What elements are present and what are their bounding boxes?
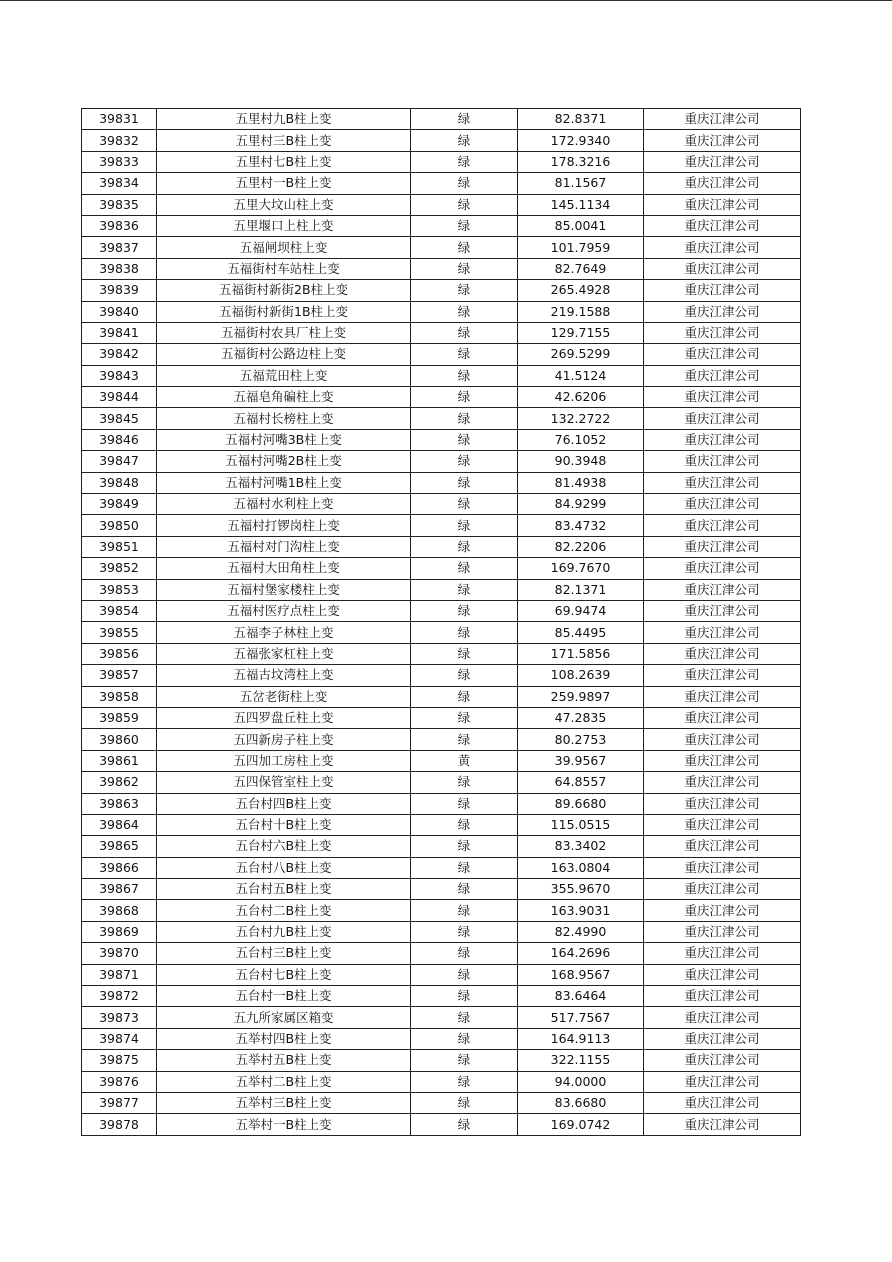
table-row	[82, 1071, 801, 1092]
status-cell: 绿	[411, 964, 518, 985]
transformer-name-cell: 五四保管室柱上变	[157, 772, 411, 793]
table-row	[82, 280, 801, 301]
company-cell: 重庆江津公司	[644, 494, 801, 515]
transformer-name-cell: 五福村河嘴2B柱上变	[157, 451, 411, 472]
table-row	[82, 857, 801, 878]
value-cell: 163.0804	[518, 857, 644, 878]
value-cell: 81.4938	[518, 472, 644, 493]
value-cell: 169.7670	[518, 558, 644, 579]
transformer-name-cell: 五举村四B柱上变	[157, 1028, 411, 1049]
transformer-name-cell: 五四罗盘丘柱上变	[157, 707, 411, 728]
status-cell: 绿	[411, 215, 518, 236]
row-id-cell: 39876	[82, 1071, 157, 1092]
transformer-name-cell: 五四新房子柱上变	[157, 729, 411, 750]
company-cell: 重庆江津公司	[644, 986, 801, 1007]
status-cell: 绿	[411, 900, 518, 921]
table-row	[82, 879, 801, 900]
status-cell: 绿	[411, 622, 518, 643]
transformer-name-cell: 五福张家杠柱上变	[157, 643, 411, 664]
status-cell: 绿	[411, 943, 518, 964]
status-cell: 绿	[411, 173, 518, 194]
value-cell: 85.0041	[518, 215, 644, 236]
transformer-name-cell: 五福街村车站柱上变	[157, 258, 411, 279]
status-cell: 绿	[411, 472, 518, 493]
value-cell: 81.1567	[518, 173, 644, 194]
value-cell: 169.0742	[518, 1114, 644, 1135]
table-row	[82, 600, 801, 621]
status-cell: 绿	[411, 707, 518, 728]
row-id-cell: 39860	[82, 729, 157, 750]
table-row	[82, 301, 801, 322]
company-cell: 重庆江津公司	[644, 857, 801, 878]
table-row	[82, 729, 801, 750]
company-cell: 重庆江津公司	[644, 686, 801, 707]
transformer-name-cell: 五台村三B柱上变	[157, 943, 411, 964]
transformer-name-cell: 五福街村农具厂柱上变	[157, 322, 411, 343]
transformer-name-cell: 五福村医疗点柱上变	[157, 600, 411, 621]
company-cell: 重庆江津公司	[644, 622, 801, 643]
value-cell: 84.9299	[518, 494, 644, 515]
transformer-name-cell: 五九所家属区箱变	[157, 1007, 411, 1028]
company-cell: 重庆江津公司	[644, 429, 801, 450]
status-cell: 绿	[411, 665, 518, 686]
transformer-name-cell: 五里村九B柱上变	[157, 109, 411, 130]
status-cell: 绿	[411, 1050, 518, 1071]
table-row	[82, 130, 801, 151]
row-id-cell: 39867	[82, 879, 157, 900]
table-row	[82, 943, 801, 964]
row-id-cell: 39856	[82, 643, 157, 664]
row-id-cell: 39839	[82, 280, 157, 301]
row-id-cell: 39859	[82, 707, 157, 728]
status-cell: 绿	[411, 237, 518, 258]
status-cell: 绿	[411, 258, 518, 279]
row-id-cell: 39865	[82, 836, 157, 857]
transformer-name-cell: 五福村对门沟柱上变	[157, 536, 411, 557]
row-id-cell: 39837	[82, 237, 157, 258]
status-cell: 绿	[411, 429, 518, 450]
status-cell: 绿	[411, 109, 518, 130]
transformer-name-cell: 五福皂角碥柱上变	[157, 387, 411, 408]
company-cell: 重庆江津公司	[644, 194, 801, 215]
transformer-name-cell: 五台村八B柱上变	[157, 857, 411, 878]
status-cell: 绿	[411, 814, 518, 835]
company-cell: 重庆江津公司	[644, 237, 801, 258]
value-cell: 89.6680	[518, 793, 644, 814]
row-id-cell: 39850	[82, 515, 157, 536]
row-id-cell: 39849	[82, 494, 157, 515]
row-id-cell: 39857	[82, 665, 157, 686]
transformer-name-cell: 五福荒田柱上变	[157, 365, 411, 386]
table-row	[82, 643, 801, 664]
table-row	[82, 750, 801, 771]
table-row	[82, 558, 801, 579]
table-row	[82, 515, 801, 536]
company-cell: 重庆江津公司	[644, 130, 801, 151]
row-id-cell: 39873	[82, 1007, 157, 1028]
value-cell: 219.1588	[518, 301, 644, 322]
status-cell: 绿	[411, 151, 518, 172]
row-id-cell: 39854	[82, 600, 157, 621]
value-cell: 168.9567	[518, 964, 644, 985]
table-row	[82, 964, 801, 985]
table-row	[82, 986, 801, 1007]
table-row	[82, 472, 801, 493]
value-cell: 164.2696	[518, 943, 644, 964]
table-row	[82, 793, 801, 814]
row-id-cell: 39846	[82, 429, 157, 450]
table-row	[82, 836, 801, 857]
transformer-name-cell: 五台村七B柱上变	[157, 964, 411, 985]
row-id-cell: 39862	[82, 772, 157, 793]
row-id-cell: 39844	[82, 387, 157, 408]
value-cell: 94.0000	[518, 1071, 644, 1092]
status-cell: 绿	[411, 130, 518, 151]
value-cell: 517.7567	[518, 1007, 644, 1028]
status-cell: 绿	[411, 793, 518, 814]
value-cell: 82.8371	[518, 109, 644, 130]
status-cell: 绿	[411, 515, 518, 536]
table-row	[82, 1114, 801, 1135]
row-id-cell: 39836	[82, 215, 157, 236]
value-cell: 145.1134	[518, 194, 644, 215]
status-cell: 绿	[411, 836, 518, 857]
row-id-cell: 39869	[82, 921, 157, 942]
table-row	[82, 365, 801, 386]
row-id-cell: 39864	[82, 814, 157, 835]
table-row	[82, 622, 801, 643]
status-cell: 绿	[411, 729, 518, 750]
company-cell: 重庆江津公司	[644, 536, 801, 557]
transformer-name-cell: 五里村七B柱上变	[157, 151, 411, 172]
row-id-cell: 39843	[82, 365, 157, 386]
table-row	[82, 173, 801, 194]
row-id-cell: 39831	[82, 109, 157, 130]
value-cell: 101.7959	[518, 237, 644, 258]
transformer-name-cell: 五里村一B柱上变	[157, 173, 411, 194]
value-cell: 108.2639	[518, 665, 644, 686]
company-cell: 重庆江津公司	[644, 173, 801, 194]
company-cell: 重庆江津公司	[644, 322, 801, 343]
status-cell: 绿	[411, 986, 518, 1007]
transformer-name-cell: 五福街村新街2B柱上变	[157, 280, 411, 301]
status-cell: 绿	[411, 408, 518, 429]
transformer-name-cell: 五台村十B柱上变	[157, 814, 411, 835]
row-id-cell: 39835	[82, 194, 157, 215]
company-cell: 重庆江津公司	[644, 750, 801, 771]
value-cell: 82.2206	[518, 536, 644, 557]
row-id-cell: 39833	[82, 151, 157, 172]
company-cell: 重庆江津公司	[644, 707, 801, 728]
transformer-name-cell: 五台村四B柱上变	[157, 793, 411, 814]
value-cell: 265.4928	[518, 280, 644, 301]
row-id-cell: 39845	[82, 408, 157, 429]
company-cell: 重庆江津公司	[644, 151, 801, 172]
status-cell: 绿	[411, 879, 518, 900]
status-cell: 绿	[411, 1007, 518, 1028]
transformer-name-cell: 五福村河嘴3B柱上变	[157, 429, 411, 450]
status-cell: 绿	[411, 857, 518, 878]
table-row	[82, 1050, 801, 1071]
company-cell: 重庆江津公司	[644, 729, 801, 750]
status-cell: 绿	[411, 322, 518, 343]
row-id-cell: 39874	[82, 1028, 157, 1049]
company-cell: 重庆江津公司	[644, 344, 801, 365]
company-cell: 重庆江津公司	[644, 836, 801, 857]
status-cell: 绿	[411, 301, 518, 322]
status-cell: 绿	[411, 365, 518, 386]
row-id-cell: 39848	[82, 472, 157, 493]
row-id-cell: 39870	[82, 943, 157, 964]
table-row	[82, 536, 801, 557]
status-cell: 绿	[411, 344, 518, 365]
company-cell: 重庆江津公司	[644, 1114, 801, 1135]
transformer-name-cell: 五里大坟山柱上变	[157, 194, 411, 215]
row-id-cell: 39877	[82, 1092, 157, 1113]
table-row	[82, 408, 801, 429]
transformer-name-cell: 五福村打锣岗柱上变	[157, 515, 411, 536]
company-cell: 重庆江津公司	[644, 921, 801, 942]
value-cell: 115.0515	[518, 814, 644, 835]
row-id-cell: 39871	[82, 964, 157, 985]
transformer-name-cell: 五举村二B柱上变	[157, 1071, 411, 1092]
company-cell: 重庆江津公司	[644, 387, 801, 408]
value-cell: 82.4990	[518, 921, 644, 942]
status-cell: 绿	[411, 536, 518, 557]
table-row	[82, 900, 801, 921]
row-id-cell: 39852	[82, 558, 157, 579]
company-cell: 重庆江津公司	[644, 1028, 801, 1049]
table-row	[82, 1028, 801, 1049]
company-cell: 重庆江津公司	[644, 451, 801, 472]
status-cell: 绿	[411, 579, 518, 600]
value-cell: 269.5299	[518, 344, 644, 365]
table-row	[82, 1092, 801, 1113]
transformer-name-cell: 五里村三B柱上变	[157, 130, 411, 151]
value-cell: 322.1155	[518, 1050, 644, 1071]
row-id-cell: 39861	[82, 750, 157, 771]
row-id-cell: 39851	[82, 536, 157, 557]
row-id-cell: 39878	[82, 1114, 157, 1135]
table-row	[82, 814, 801, 835]
row-id-cell: 39866	[82, 857, 157, 878]
company-cell: 重庆江津公司	[644, 558, 801, 579]
company-cell: 重庆江津公司	[644, 964, 801, 985]
company-cell: 重庆江津公司	[644, 600, 801, 621]
transformer-name-cell: 五福街村公路边柱上变	[157, 344, 411, 365]
table-row	[82, 322, 801, 343]
status-cell: 绿	[411, 1092, 518, 1113]
table-row	[82, 707, 801, 728]
value-cell: 47.2835	[518, 707, 644, 728]
company-cell: 重庆江津公司	[644, 1007, 801, 1028]
value-cell: 80.2753	[518, 729, 644, 750]
company-cell: 重庆江津公司	[644, 943, 801, 964]
value-cell: 83.6464	[518, 986, 644, 1007]
company-cell: 重庆江津公司	[644, 879, 801, 900]
company-cell: 重庆江津公司	[644, 814, 801, 835]
status-cell: 黄	[411, 750, 518, 771]
value-cell: 129.7155	[518, 322, 644, 343]
company-cell: 重庆江津公司	[644, 793, 801, 814]
row-id-cell: 39858	[82, 686, 157, 707]
value-cell: 132.2722	[518, 408, 644, 429]
value-cell: 178.3216	[518, 151, 644, 172]
table-row	[82, 151, 801, 172]
status-cell: 绿	[411, 494, 518, 515]
company-cell: 重庆江津公司	[644, 301, 801, 322]
table-row	[82, 215, 801, 236]
value-cell: 69.9474	[518, 600, 644, 621]
company-cell: 重庆江津公司	[644, 215, 801, 236]
table-row	[82, 579, 801, 600]
table-row	[82, 429, 801, 450]
data-table	[81, 108, 801, 1136]
table-row	[82, 494, 801, 515]
row-id-cell: 39872	[82, 986, 157, 1007]
company-cell: 重庆江津公司	[644, 772, 801, 793]
row-id-cell: 39834	[82, 173, 157, 194]
company-cell: 重庆江津公司	[644, 665, 801, 686]
status-cell: 绿	[411, 387, 518, 408]
value-cell: 83.6680	[518, 1092, 644, 1113]
row-id-cell: 39855	[82, 622, 157, 643]
value-cell: 90.3948	[518, 451, 644, 472]
row-id-cell: 39838	[82, 258, 157, 279]
value-cell: 39.9567	[518, 750, 644, 771]
status-cell: 绿	[411, 600, 518, 621]
value-cell: 42.6206	[518, 387, 644, 408]
transformer-name-cell: 五举村三B柱上变	[157, 1092, 411, 1113]
status-cell: 绿	[411, 1071, 518, 1092]
table-row	[82, 451, 801, 472]
table-row	[82, 1007, 801, 1028]
company-cell: 重庆江津公司	[644, 1050, 801, 1071]
table-row	[82, 686, 801, 707]
transformer-name-cell: 五福村大田角柱上变	[157, 558, 411, 579]
value-cell: 82.7649	[518, 258, 644, 279]
value-cell: 171.5856	[518, 643, 644, 664]
transformer-name-cell: 五福村长榜柱上变	[157, 408, 411, 429]
row-id-cell: 39853	[82, 579, 157, 600]
page-top-rule	[0, 0, 892, 1]
table-body	[82, 109, 801, 1136]
transformer-name-cell: 五福村河嘴1B柱上变	[157, 472, 411, 493]
row-id-cell: 39847	[82, 451, 157, 472]
transformer-name-cell: 五福村水利柱上变	[157, 494, 411, 515]
transformer-name-cell: 五举村五B柱上变	[157, 1050, 411, 1071]
company-cell: 重庆江津公司	[644, 408, 801, 429]
transformer-name-cell: 五举村一B柱上变	[157, 1114, 411, 1135]
company-cell: 重庆江津公司	[644, 258, 801, 279]
status-cell: 绿	[411, 921, 518, 942]
table-row	[82, 772, 801, 793]
status-cell: 绿	[411, 686, 518, 707]
company-cell: 重庆江津公司	[644, 579, 801, 600]
row-id-cell: 39875	[82, 1050, 157, 1071]
value-cell: 83.4732	[518, 515, 644, 536]
company-cell: 重庆江津公司	[644, 1092, 801, 1113]
company-cell: 重庆江津公司	[644, 1071, 801, 1092]
status-cell: 绿	[411, 558, 518, 579]
table-row	[82, 344, 801, 365]
transformer-name-cell: 五台村二B柱上变	[157, 900, 411, 921]
status-cell: 绿	[411, 1028, 518, 1049]
company-cell: 重庆江津公司	[644, 109, 801, 130]
transformer-name-cell: 五福闸坝柱上变	[157, 237, 411, 258]
transformer-name-cell: 五福古坟湾柱上变	[157, 665, 411, 686]
table-row	[82, 237, 801, 258]
table-row	[82, 258, 801, 279]
transformer-name-cell: 五福街村新街1B柱上变	[157, 301, 411, 322]
table-row	[82, 387, 801, 408]
status-cell: 绿	[411, 280, 518, 301]
status-cell: 绿	[411, 772, 518, 793]
company-cell: 重庆江津公司	[644, 900, 801, 921]
value-cell: 163.9031	[518, 900, 644, 921]
transformer-name-cell: 五福村堡家楼柱上变	[157, 579, 411, 600]
value-cell: 259.9897	[518, 686, 644, 707]
value-cell: 164.9113	[518, 1028, 644, 1049]
row-id-cell: 39840	[82, 301, 157, 322]
transformer-name-cell: 五岔老街柱上变	[157, 686, 411, 707]
company-cell: 重庆江津公司	[644, 515, 801, 536]
company-cell: 重庆江津公司	[644, 472, 801, 493]
value-cell: 82.1371	[518, 579, 644, 600]
status-cell: 绿	[411, 643, 518, 664]
transformer-name-cell: 五台村六B柱上变	[157, 836, 411, 857]
table-row	[82, 109, 801, 130]
transformer-name-cell: 五台村五B柱上变	[157, 879, 411, 900]
table-row	[82, 921, 801, 942]
value-cell: 76.1052	[518, 429, 644, 450]
value-cell: 64.8557	[518, 772, 644, 793]
value-cell: 41.5124	[518, 365, 644, 386]
company-cell: 重庆江津公司	[644, 365, 801, 386]
value-cell: 355.9670	[518, 879, 644, 900]
table-row	[82, 194, 801, 215]
transformer-name-cell: 五福李子林柱上变	[157, 622, 411, 643]
row-id-cell: 39863	[82, 793, 157, 814]
row-id-cell: 39868	[82, 900, 157, 921]
company-cell: 重庆江津公司	[644, 643, 801, 664]
row-id-cell: 39832	[82, 130, 157, 151]
status-cell: 绿	[411, 451, 518, 472]
value-cell: 85.4495	[518, 622, 644, 643]
transformer-name-cell: 五台村一B柱上变	[157, 986, 411, 1007]
transformer-name-cell: 五台村九B柱上变	[157, 921, 411, 942]
transformer-name-cell: 五四加工房柱上变	[157, 750, 411, 771]
table-row	[82, 665, 801, 686]
value-cell: 172.9340	[518, 130, 644, 151]
row-id-cell: 39842	[82, 344, 157, 365]
status-cell: 绿	[411, 194, 518, 215]
company-cell: 重庆江津公司	[644, 280, 801, 301]
row-id-cell: 39841	[82, 322, 157, 343]
status-cell: 绿	[411, 1114, 518, 1135]
transformer-name-cell: 五里堰口上柱上变	[157, 215, 411, 236]
value-cell: 83.3402	[518, 836, 644, 857]
